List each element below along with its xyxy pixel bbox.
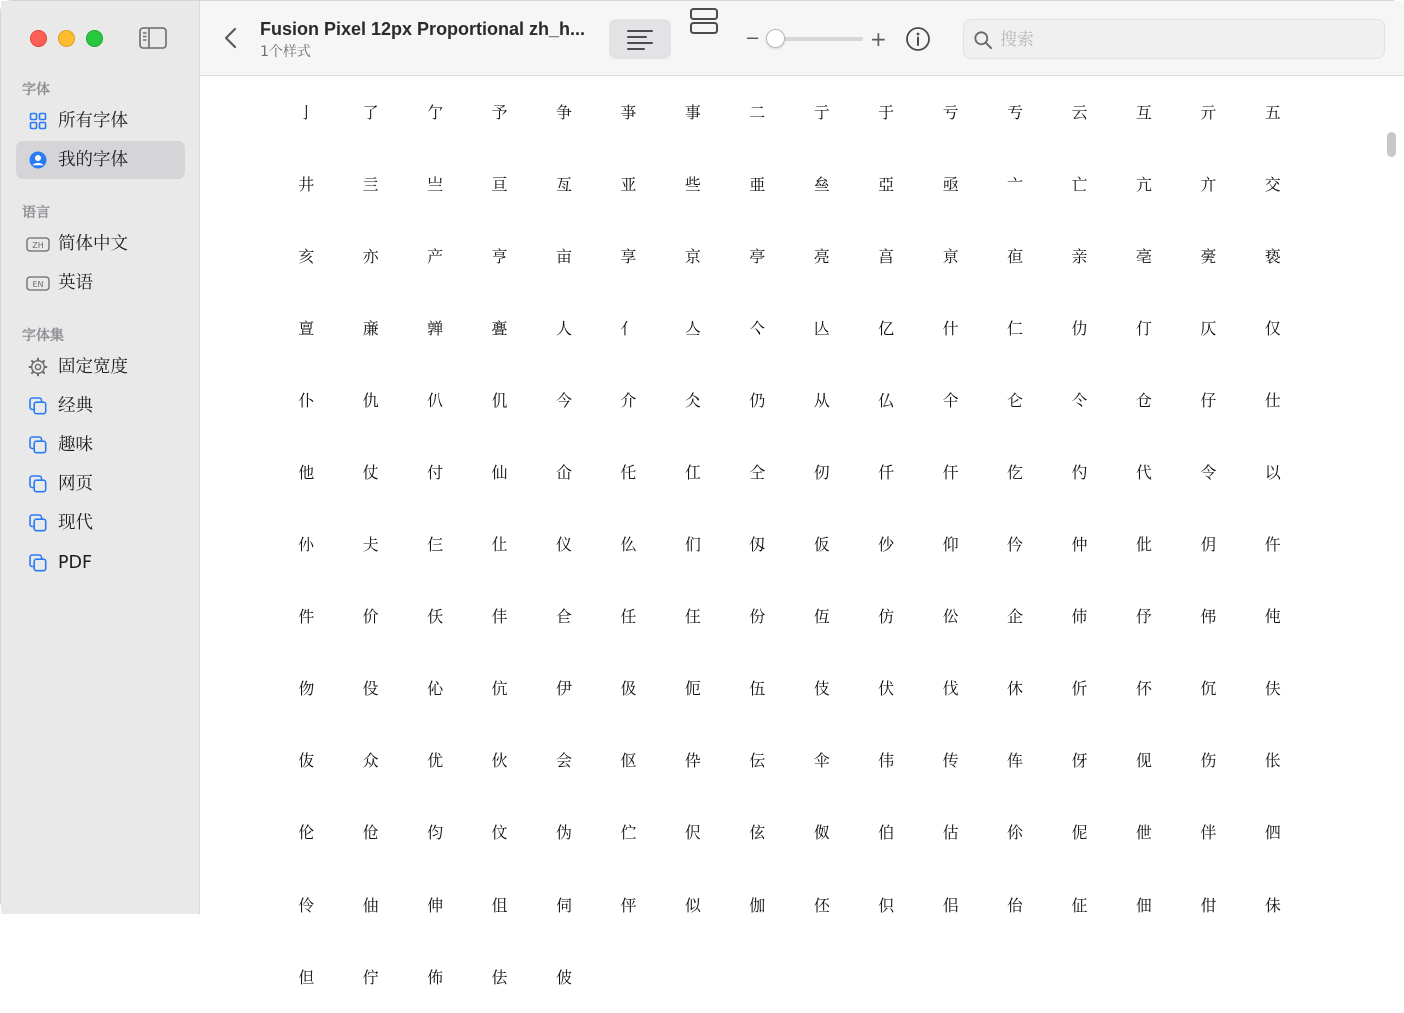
glyph-cell[interactable]: 伶 [298,895,315,915]
glyph-cell[interactable]: 今 [555,390,572,410]
glyph-cell[interactable]: 仴 [1200,535,1217,555]
glyph-cell[interactable]: 什 [942,318,959,338]
toolbar [200,1,1404,76]
glyph-cell[interactable]: 仢 [1071,463,1088,483]
glyph-cell[interactable]: 介 [620,390,637,410]
glyph-cell[interactable]: 亟 [942,174,959,194]
glyph-cell[interactable]: 伬 [684,823,701,843]
sidebar [1,1,200,914]
glyph-cell[interactable]: 伡 [1007,751,1024,771]
size-slider-knob[interactable] [766,29,785,48]
glyph-cell[interactable]: 仯 [878,535,895,555]
glyph-cell[interactable]: 但 [298,967,315,987]
glyph-cell[interactable]: 事 [684,102,701,122]
glyph-cell[interactable]: 仜 [684,463,701,483]
glyph-cell[interactable]: 仠 [942,463,959,483]
glyph-cell[interactable]: 亣 [1200,174,1217,194]
grid-view-button[interactable] [682,1,726,41]
glyph-cell[interactable]: 仇 [362,390,379,410]
glyph-cell[interactable]: 伮 [813,823,830,843]
glyph-cell[interactable]: 伴 [1200,823,1217,843]
glyph-cell[interactable]: 伩 [491,823,508,843]
sidebar-item-label: 趣味 [58,435,93,455]
glyph-cell[interactable]: 井 [298,174,315,194]
glyph-cell[interactable]: 亜 [749,174,766,194]
glyph-cell[interactable]: 亹 [491,318,508,338]
glyph-cell[interactable]: 于 [878,102,895,122]
glyph-cell[interactable]: 仍 [749,390,766,410]
glyph-cell[interactable]: 仞 [813,463,830,483]
sidebar-item-modern[interactable] [16,504,185,542]
glyph-cell[interactable]: 亷 [362,318,379,338]
glyph-cell[interactable]: 伪 [555,823,572,843]
glyph-cell[interactable]: 仔 [1200,390,1217,410]
glyph-cell[interactable]: 亙 [555,174,572,194]
glyph-cell[interactable]: 仵 [1264,535,1281,555]
list-view-button[interactable] [609,19,671,59]
glyph-cell[interactable]: 仙 [491,463,508,483]
glyph-cell[interactable]: 亽 [749,318,766,338]
glyph-cell[interactable]: 佈 [427,967,444,987]
glyph-cell[interactable]: 云 [1071,102,1088,122]
glyph-cell[interactable]: 仱 [1007,535,1024,555]
glyph-cell[interactable]: 亾 [813,318,830,338]
glyph-cell[interactable]: 伳 [1135,823,1152,843]
glyph-cell[interactable]: 伉 [491,679,508,699]
size-decrease-label: − [745,28,761,49]
glyph-cell[interactable]: 亸 [427,318,444,338]
glyph-cell[interactable]: 亍 [813,102,830,122]
glyph-cell[interactable]: 亩 [555,246,572,266]
en-badge-icon [26,273,50,293]
glyph-cell[interactable]: 争 [555,102,572,122]
style-count: 1个样式 [260,44,311,60]
glyph-cell[interactable]: 伅 [1264,607,1281,627]
glyph-cell[interactable]: 亡 [1071,174,1088,194]
glyph-cell[interactable]: 京 [684,246,701,266]
glyph-cell[interactable]: 伦 [298,823,315,843]
glyph-cell[interactable]: 伯 [878,823,895,843]
glyph-cell[interactable]: 仕 [1264,390,1281,410]
sidebar-item-label: 经典 [58,396,93,416]
sidebar-item-fixed-width[interactable] [16,348,185,386]
sidebar-item-classic[interactable] [16,387,185,425]
glyph-cell[interactable]: 伆 [298,679,315,699]
glyph-cell[interactable]: 代 [1135,463,1152,483]
glyph-cell[interactable]: 伧 [362,823,379,843]
glyph-cell[interactable]: 五 [1264,102,1281,122]
glyph-cell[interactable]: 仦 [298,535,315,555]
collection-icon [28,396,48,416]
glyph-cell[interactable]: 仈 [427,390,444,410]
glyph-cell[interactable]: 从 [813,390,830,410]
glyph-cell[interactable]: 互 [1135,102,1152,122]
glyph-cell[interactable]: 伇 [362,679,379,699]
font-family-title: Fusion Pixel 12px Proportional zh_h... [260,19,586,39]
glyph-grid-view [200,76,1404,987]
glyph-cell[interactable]: 仲 [1071,535,1088,555]
vertical-scrollbar[interactable] [1387,132,1396,157]
glyph-cell[interactable]: 伿 [878,895,895,915]
minimize-window-button[interactable] [58,30,75,47]
glyph-cell[interactable]: 人 [555,318,572,338]
glyph-cell[interactable]: 仂 [1071,318,1088,338]
glyph-cell[interactable]: 伵 [1264,823,1281,843]
glyph-cell[interactable]: 佇 [362,967,379,987]
glyph-cell[interactable]: 了 [362,102,379,122]
glyph-cell[interactable]: 亢 [1135,174,1152,194]
sidebar-toggle-icon[interactable] [138,25,168,51]
glyph-cell[interactable]: 仌 [684,390,701,410]
glyph-cell[interactable]: 佃 [1135,895,1152,915]
section-title-collections: 字体集 [22,328,64,344]
glyph-cell[interactable]: 传 [942,751,959,771]
glyph-cell[interactable]: 佁 [1007,895,1024,915]
collection-icon [28,435,48,455]
glyph-cell[interactable]: 伜 [684,751,701,771]
glyph-cell[interactable]: 亅 [298,102,315,122]
glyph-cell[interactable]: 仪 [555,535,572,555]
glyph-cell[interactable]: 会 [555,751,572,771]
zh-badge-icon [26,234,50,254]
glyph-cell[interactable]: 伊 [555,679,572,699]
glyph-cell[interactable]: 伏 [878,679,895,699]
search-icon [973,30,993,50]
glyph-cell[interactable]: 伽 [749,895,766,915]
glyph-cell[interactable]: 亳 [1135,246,1152,266]
glyph-cell[interactable]: 伤 [1200,751,1217,771]
glyph-cell[interactable]: 亓 [1200,102,1217,122]
glyph-cell[interactable]: 伄 [1200,607,1217,627]
glyph-cell[interactable]: 伟 [878,751,895,771]
glyph-cell[interactable]: 伍 [749,679,766,699]
glyph-cell[interactable]: 仩 [491,535,508,555]
glyph-cell[interactable]: 令 [1200,463,1217,483]
glyph-cell[interactable]: 亭 [749,246,766,266]
glyph-cell[interactable]: 仑 [1007,390,1024,410]
glyph-cell[interactable]: 伃 [1135,607,1152,627]
glyph-cell[interactable]: 以 [1264,463,1281,483]
info-icon[interactable] [905,26,931,52]
glyph-cell[interactable]: 伎 [813,679,830,699]
glyph-cell[interactable]: 企 [1007,607,1024,627]
glyph-cell[interactable]: 仟 [878,463,895,483]
glyph-cell[interactable]: 亏 [942,102,959,122]
glyph-cell[interactable]: 仡 [1007,463,1024,483]
glyph-cell[interactable]: 亱 [1007,246,1024,266]
glyph-cell[interactable]: 亿 [878,318,895,338]
glyph-cell[interactable]: 休 [1007,679,1024,699]
glyph-cell[interactable]: 佀 [942,895,959,915]
glyph-cell[interactable]: 伥 [1264,751,1281,771]
glyph-cell[interactable]: 仅 [1264,318,1281,338]
section-title-languages: 语言 [22,205,50,221]
glyph-cell[interactable]: 们 [684,535,701,555]
glyph-cell[interactable]: 亖 [362,174,379,194]
glyph-cell[interactable]: 仸 [427,607,444,627]
glyph-cell[interactable]: 仫 [620,535,637,555]
glyph-cell[interactable]: 伙 [491,751,508,771]
glyph-cell[interactable]: 亯 [878,246,895,266]
glyph-cell[interactable]: 仝 [749,463,766,483]
glyph-cell[interactable]: 伔 [1200,679,1217,699]
glyph-cell[interactable]: 伛 [620,751,637,771]
glyph-cell[interactable]: 伭 [749,823,766,843]
glyph-cell[interactable]: 亐 [1007,102,1024,122]
glyph-cell[interactable]: 仒 [1071,390,1088,410]
glyph-cell[interactable]: 亼 [684,318,701,338]
glyph-cell[interactable]: 二 [749,102,766,122]
glyph-cell[interactable]: 亥 [298,246,315,266]
glyph-cell[interactable]: 亞 [878,174,895,194]
glyph-cell[interactable]: 享 [620,246,637,266]
glyph-cell[interactable]: 伂 [1071,607,1088,627]
glyph-cell[interactable]: 佄 [1200,895,1217,915]
glyph-cell[interactable]: 伺 [555,895,572,915]
sidebar-item-pdf[interactable] [16,544,185,582]
size-increase-label: + [870,27,887,51]
glyph-cell[interactable]: 亝 [813,174,830,194]
glyph-cell[interactable]: 亘 [491,174,508,194]
sidebar-item-label: 我的字体 [58,150,128,170]
glyph-cell[interactable]: 伸 [427,895,444,915]
search-input[interactable] [1000,27,1370,53]
sidebar-item-label: 所有字体 [58,111,128,131]
sidebar-item-english[interactable] [16,264,185,302]
glyph-cell[interactable]: 伹 [491,895,508,915]
glyph-cell[interactable]: 价 [362,607,379,627]
glyph-cell[interactable]: 亚 [620,174,637,194]
glyph-cell[interactable]: 亵 [1264,246,1281,266]
back-chevron-icon[interactable] [220,25,242,51]
glyph-cell[interactable]: 仿 [878,607,895,627]
glyph-cell[interactable]: 亠 [1007,174,1024,194]
glyph-cell[interactable]: 伻 [620,895,637,915]
text-lines-icon [609,19,671,59]
glyph-cell[interactable]: 仆 [298,390,315,410]
glyph-cell[interactable]: 亨 [491,246,508,266]
glyph-cell[interactable]: 仐 [942,390,959,410]
collection-icon [28,553,48,573]
glyph-cell[interactable]: 伕 [1264,679,1281,699]
glyph-cell[interactable]: 佊 [555,967,572,987]
glyph-cell[interactable]: 伋 [620,679,637,699]
rows-icon [682,1,726,41]
glyph-cell[interactable]: 众 [362,751,379,771]
glyph-cell[interactable]: 件 [298,607,315,627]
glyph-cell[interactable]: 伖 [298,751,315,771]
glyph-cell[interactable]: 仄 [1200,318,1217,338]
glyph-cell[interactable]: 亴 [1200,246,1217,266]
zoom-window-button[interactable] [86,30,103,47]
glyph-cell[interactable]: 仼 [684,607,701,627]
glyph-cell[interactable]: 佅 [1264,895,1281,915]
glyph-cell[interactable]: 仨 [427,535,444,555]
sidebar-item-label: 简体中文 [58,234,128,254]
person-circle-icon [28,150,48,170]
glyph-cell[interactable]: 交 [1264,174,1281,194]
glyph-cell[interactable]: 伨 [427,823,444,843]
collection-icon [28,513,48,533]
gear-icon [28,357,48,377]
glyph-cell[interactable]: 仮 [813,535,830,555]
sidebar-item-label: 英语 [58,273,93,293]
sidebar-item-label: 固定宽度 [58,357,128,377]
glyph-cell[interactable]: 亶 [298,318,315,338]
glyph-cell[interactable]: 仓 [1135,390,1152,410]
glyph-cell[interactable]: 优 [427,751,444,771]
section-title-fonts: 字体 [22,82,50,98]
glyph-cell[interactable]: 亰 [942,246,959,266]
glyph-cell[interactable]: 仳 [1135,535,1152,555]
glyph-cell[interactable]: 仗 [362,463,379,483]
svg-text:EN: EN [32,280,44,289]
glyph-cell[interactable]: 仉 [491,390,508,410]
glyph-cell[interactable]: 付 [427,463,444,483]
glyph-cell[interactable]: 亇 [427,102,444,122]
grid-icon [28,111,48,131]
glyph-cell[interactable]: 任 [620,607,637,627]
glyph-cell[interactable]: 亻 [620,318,637,338]
sidebar-item-fun[interactable] [16,426,185,464]
glyph-cell[interactable]: 伈 [427,679,444,699]
glyph-cell[interactable]: 伀 [942,607,959,627]
glyph-cell[interactable]: 份 [749,607,766,627]
sidebar-item-my-fonts[interactable] [16,141,185,179]
glyph-cell[interactable]: 些 [684,174,701,194]
glyph-cell[interactable]: 亊 [620,102,637,122]
glyph-cell[interactable]: 佂 [1071,895,1088,915]
sidebar-item-label: PDF [58,553,93,573]
glyph-cell[interactable]: 仹 [491,607,508,627]
sidebar-item-label: 网页 [58,474,93,494]
glyph-cell[interactable]: 他 [298,463,315,483]
glyph-cell[interactable]: 伐 [942,679,959,699]
glyph-cell[interactable]: 伣 [1135,751,1152,771]
glyph-cell[interactable]: 亮 [813,246,830,266]
glyph-cell[interactable]: 仛 [620,463,637,483]
glyph-cell[interactable]: 仺 [555,607,572,627]
glyph-cell[interactable]: 仏 [878,390,895,410]
glyph-cell[interactable]: 伷 [362,895,379,915]
svg-text:ZH: ZH [32,241,44,250]
glyph-cell[interactable]: 伢 [1071,751,1088,771]
glyph-cell[interactable]: 产 [427,246,444,266]
glyph-cell[interactable]: 仁 [1007,318,1024,338]
glyph-cell[interactable]: 伝 [749,751,766,771]
glyph-cell[interactable]: 伌 [684,679,701,699]
glyph-cell[interactable]: 亲 [1071,246,1088,266]
glyph-cell[interactable]: 伾 [813,895,830,915]
glyph-cell[interactable]: 估 [942,823,959,843]
glyph-cell[interactable]: 似 [684,895,701,915]
glyph-grid [274,76,1305,1013]
glyph-cell[interactable]: 仰 [942,535,959,555]
collection-icon [28,474,48,494]
search-field[interactable] [963,19,1385,59]
glyph-cell[interactable]: 仚 [555,463,572,483]
close-window-button[interactable] [30,30,47,47]
glyph-cell[interactable]: 予 [491,102,508,122]
glyph-cell[interactable]: 亗 [427,174,444,194]
glyph-cell[interactable]: 仧 [362,535,379,555]
sidebar-item-label: 现代 [58,513,93,533]
glyph-cell[interactable]: 伞 [813,751,830,771]
glyph-cell[interactable]: 伓 [1135,679,1152,699]
glyph-cell[interactable]: 伲 [1071,823,1088,843]
sidebar-item-all-fonts[interactable] [16,102,185,140]
sidebar-item-web[interactable] [16,465,185,503]
glyph-cell[interactable]: 仃 [1135,318,1152,338]
glyph-cell[interactable]: 仾 [813,607,830,627]
glyph-cell[interactable]: 佉 [491,967,508,987]
glyph-cell[interactable]: 伒 [1071,679,1088,699]
sidebar-item-simplified-chinese[interactable] [16,225,185,263]
glyph-cell[interactable]: 亦 [362,246,379,266]
glyph-cell[interactable]: 伱 [1007,823,1024,843]
glyph-cell[interactable]: 伫 [620,823,637,843]
glyph-cell[interactable]: 仭 [749,535,766,555]
